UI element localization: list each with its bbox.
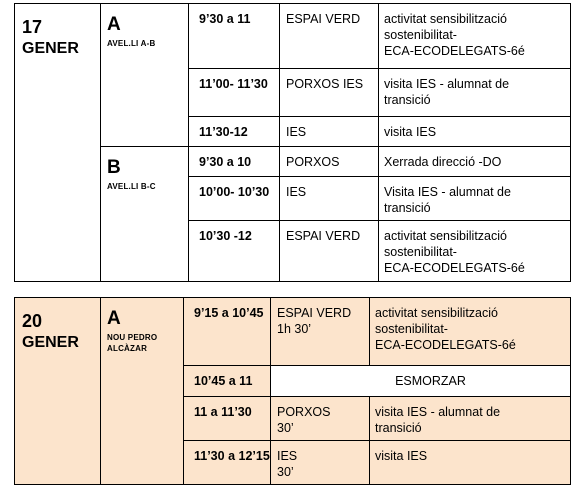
- table-row: [15, 4, 571, 69]
- time-cell: 11’00- 11’30: [189, 69, 280, 117]
- place-name: ESPAI VERD: [277, 306, 352, 320]
- activity-line: Xerrada direcció -DO: [384, 155, 502, 169]
- activity-cell: [379, 221, 571, 282]
- duration: 30’: [277, 421, 294, 435]
- activity-line: Visita IES - alumnat de: [384, 185, 511, 199]
- month-label: GENER: [22, 334, 79, 351]
- activity-line: sostenibilitat-: [384, 28, 457, 42]
- time-cell: 9’30 a 11: [189, 4, 280, 69]
- place-name: IES: [277, 449, 298, 463]
- time-cell: 11 a 11’30: [184, 397, 271, 441]
- table-row: [15, 298, 571, 366]
- place-cell: IES: [280, 177, 379, 221]
- group-subtitle: NOU PEDRO: [107, 333, 158, 342]
- activity-line: activitat sensibilització: [384, 12, 507, 26]
- activity-line: visita IES: [375, 449, 428, 463]
- day-number: 17: [22, 17, 43, 37]
- place-cell: ESPAI VERD: [280, 4, 379, 69]
- place-cell: [271, 441, 370, 485]
- activity-cell: [379, 4, 571, 69]
- time-cell: 11’30-12: [189, 117, 280, 147]
- group-cell-a: [101, 298, 184, 485]
- activity-line: ECA-ECODELEGATS-6é: [375, 338, 516, 352]
- group-letter: A: [107, 14, 121, 35]
- time-cell: 9’30 a 10: [189, 147, 280, 177]
- place-name: PORXOS: [277, 405, 331, 419]
- duration: 30’: [277, 465, 294, 479]
- place-cell: ESPAI VERD: [280, 221, 379, 282]
- month-label: GENER: [22, 40, 79, 57]
- day-cell: [15, 298, 101, 485]
- group-cell-b: [101, 147, 189, 282]
- schedule-table-20-gener: [14, 297, 571, 485]
- activity-line: transició: [384, 93, 431, 107]
- duration: 1h 30’: [277, 322, 312, 336]
- activity-cell: [379, 177, 571, 221]
- activity-line: visita IES - alumnat de: [384, 77, 510, 91]
- merged-cell: ESMORZAR: [271, 366, 571, 397]
- activity-line: transició: [375, 421, 422, 435]
- group-letter: B: [107, 157, 121, 178]
- schedule-table-17-gener: [14, 3, 571, 282]
- activity-line: activitat sensibilització: [375, 306, 498, 320]
- place-cell: PORXOS IES: [280, 69, 379, 117]
- time-cell: 10’30 -12: [189, 221, 280, 282]
- activity-cell: [379, 147, 571, 177]
- time-cell: 9’15 a 10’45: [184, 298, 271, 366]
- activity-line: sostenibilitat-: [375, 322, 448, 336]
- time-cell: 10’00- 10’30: [189, 177, 280, 221]
- activity-line: visita IES: [384, 125, 437, 139]
- activity-cell: [379, 117, 571, 147]
- place-cell: PORXOS: [280, 147, 379, 177]
- place-cell: IES: [280, 117, 379, 147]
- activity-line: ECA-ECODELEGATS-6é: [384, 44, 525, 58]
- day-cell: [15, 4, 101, 282]
- place-cell: [271, 298, 370, 366]
- activity-cell: [370, 397, 571, 441]
- activity-cell: [379, 69, 571, 117]
- group-subtitle: AVEL.LI B-C: [107, 182, 156, 191]
- activity-line: transició: [384, 201, 431, 215]
- group-cell-a: [101, 4, 189, 147]
- activity-line: visita IES - alumnat de: [375, 405, 501, 419]
- day-number: 20: [22, 311, 43, 331]
- time-cell: 11’30 a 12’15: [184, 441, 271, 485]
- time-cell: 10’45 a 11: [184, 366, 271, 397]
- group-subtitle: AVEL.LI A-B: [107, 39, 156, 48]
- group-letter: A: [107, 308, 121, 329]
- activity-line: activitat sensibilització: [384, 229, 507, 243]
- place-cell: [271, 397, 370, 441]
- activity-cell: [370, 298, 571, 366]
- activity-line: ECA-ECODELEGATS-6é: [384, 261, 525, 275]
- group-subtitle: ALCÀZAR: [107, 344, 148, 353]
- activity-cell: [370, 441, 571, 485]
- activity-line: sostenibilitat-: [384, 245, 457, 259]
